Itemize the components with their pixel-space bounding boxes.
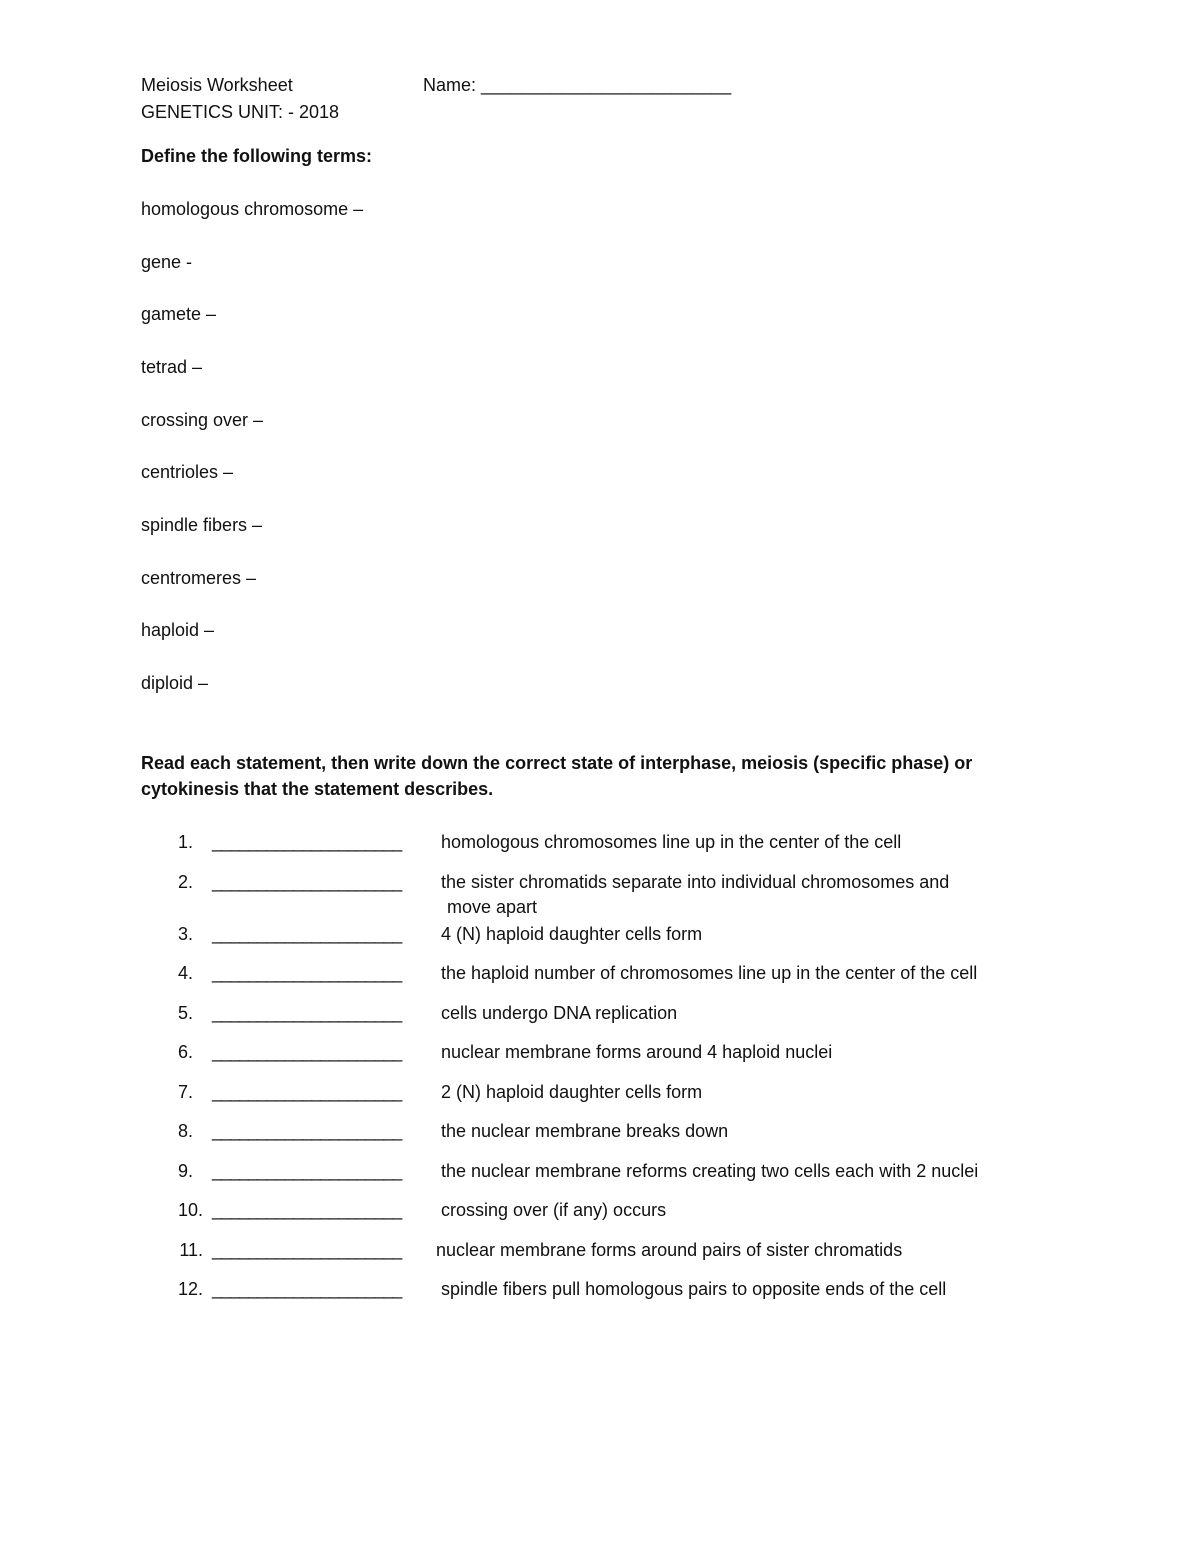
question-number: 8. xyxy=(177,1121,193,1141)
question-text: the haploid number of chromosomes line up in the center of the cell xyxy=(441,963,978,983)
term-item: tetrad – xyxy=(141,357,203,377)
term-item: crossing over – xyxy=(141,410,264,430)
term-item: gamete – xyxy=(141,304,217,324)
question-number: 1. xyxy=(177,832,193,852)
answer-blank[interactable]: _____________________ xyxy=(212,1161,402,1181)
question-number: 6. xyxy=(177,1042,193,1062)
question-number: 9. xyxy=(177,1161,193,1181)
term-item: centromeres – xyxy=(141,568,257,588)
answer-blank[interactable]: _____________________ xyxy=(212,1082,402,1102)
question-number: 3. xyxy=(177,924,193,944)
question-text: the sister chromatids separate into individual chromosomes and xyxy=(441,872,950,892)
answer-blank[interactable]: _____________________ xyxy=(212,1003,402,1023)
question-number: 7. xyxy=(177,1082,193,1102)
answer-blank[interactable]: _____________________ xyxy=(212,1121,402,1141)
question-text: crossing over (if any) occurs xyxy=(441,1200,667,1220)
question-text: homologous chromosomes line up in the center of the cell xyxy=(441,832,902,852)
question-text: cells undergo DNA replication xyxy=(441,1003,678,1023)
term-item: gene - xyxy=(141,252,193,272)
question-number: 5. xyxy=(177,1003,193,1023)
term-item: centrioles – xyxy=(141,462,234,482)
unit-label: GENETICS UNIT: - 2018 xyxy=(141,102,340,122)
worksheet-title: Meiosis Worksheet xyxy=(141,75,293,95)
question-number: 4. xyxy=(177,963,193,983)
question-number: 12. xyxy=(177,1279,203,1299)
question-number: 11. xyxy=(179,1240,203,1260)
question-text: 4 (N) haploid daughter cells form xyxy=(441,924,703,944)
name-field: Name: _________________________ xyxy=(423,75,732,95)
definitions-heading: Define the following terms: xyxy=(141,146,373,166)
answer-blank[interactable]: _____________________ xyxy=(212,832,402,852)
answer-blank[interactable]: _____________________ xyxy=(212,924,402,944)
question-text: nuclear membrane forms around pairs of sister chromatids xyxy=(436,1240,903,1260)
term-item: spindle fibers – xyxy=(141,515,263,535)
question-text: 2 (N) haploid daughter cells form xyxy=(441,1082,703,1102)
question-number: 2. xyxy=(177,872,193,892)
question-number: 10. xyxy=(177,1200,203,1220)
question-text: nuclear membrane forms around 4 haploid nuclei xyxy=(441,1042,833,1062)
question-text-continued: move apart xyxy=(447,897,538,917)
term-item: homologous chromosome – xyxy=(141,199,364,219)
answer-blank[interactable]: _____________________ xyxy=(212,963,402,983)
answer-blank[interactable]: _____________________ xyxy=(212,1042,402,1062)
question-text: the nuclear membrane breaks down xyxy=(441,1121,729,1141)
question-text: the nuclear membrane reforms creating two cells each with 2 nuclei xyxy=(441,1161,979,1181)
answer-blank[interactable]: _____________________ xyxy=(212,1240,402,1260)
answer-blank[interactable]: _____________________ xyxy=(212,1279,402,1299)
statements-heading-line2: cytokinesis that the statement describes. xyxy=(141,779,494,799)
question-text: spindle fibers pull homologous pairs to opposite ends of the cell xyxy=(441,1279,947,1299)
statements-heading-line1: Read each statement, then write down the correct state of interphase, meiosis (specific phase) or xyxy=(141,753,973,773)
answer-blank[interactable]: _____________________ xyxy=(212,1200,402,1220)
answer-blank[interactable]: _____________________ xyxy=(212,872,402,892)
term-item: haploid – xyxy=(141,620,215,640)
term-item: diploid – xyxy=(141,673,209,693)
